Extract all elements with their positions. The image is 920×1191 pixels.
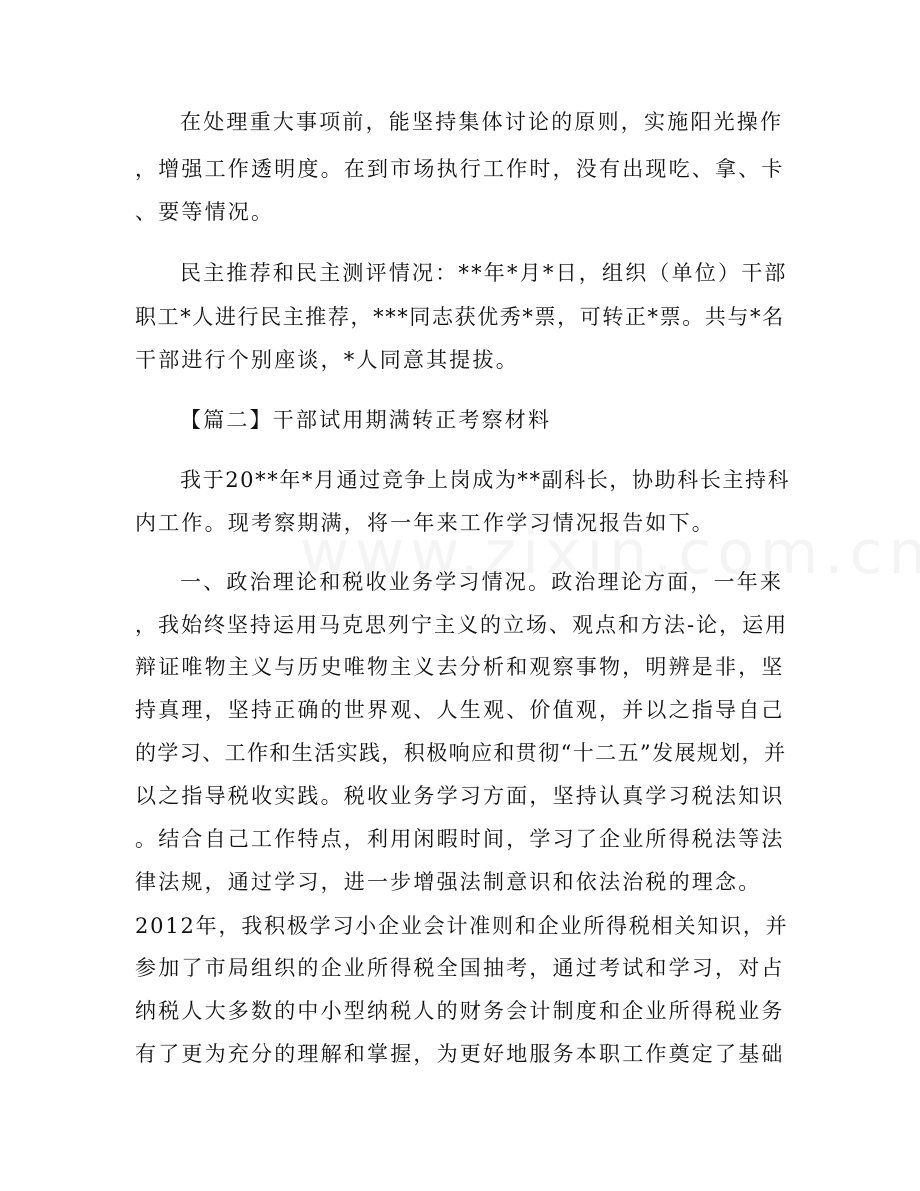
paragraph-2-line-1: 民主推荐和民主测评情况：**年*月*日，组织（单位）干部 [180, 261, 788, 285]
paragraph-2-line-3: 干部进行个别座谈，*人同意其提拔。 [135, 348, 519, 372]
paragraph-3-line-1: 我于20**年*月通过竞争上岗成为**副科长，协助科长主持科 [180, 468, 791, 492]
paragraph-4-line-8: 律法规，通过学习，进一步增强法制意识和依法治税的理念。 [135, 870, 762, 894]
paragraph-4-line-10: 参加了市局组织的企业所得税全国抽考，通过考试和学习，对占 [135, 956, 785, 980]
paragraph-4-line-9: 2012年，我积极学习小企业会计准则和企业所得税相关知识，并 [135, 914, 789, 938]
paragraph-1-line-1: 在处理重大事项前，能坚持集体讨论的原则，实施阳光操作 [180, 110, 784, 134]
paragraph-4-line-4: 持真理，坚持正确的世界观、人生观、价值观，并以之指导自己 [135, 698, 785, 722]
section-heading: 【篇二】干部试用期满转正考察材料 [180, 408, 552, 432]
paragraph-2-line-2: 职工*人进行民主推荐，***同志获优秀*票，可转正*票。共与*名 [135, 305, 785, 329]
paragraph-4-line-2: ，我始终坚持运用马克思列宁主义的立场、观点和方法-论，运用 [135, 613, 789, 637]
paragraph-4-line-11: 纳税人大多数的中小型纳税人的财务会计制度和企业所得税业务 [135, 999, 785, 1023]
paragraph-1-line-3: 、要等情况。 [135, 200, 275, 224]
paragraph-4-line-1: 一、政治理论和税收业务学习情况。政治理论方面，一年来 [180, 570, 784, 594]
paragraph-4-line-7: 。结合自己工作特点，利用闲暇时间，学习了企业所得税法等法 [135, 827, 785, 851]
paragraph-4-line-3: 辩证唯物主义与历史唯物主义去分析和观察事物，明辨是非，坚 [135, 655, 785, 679]
paragraph-4-line-6: 以之指导税收实践。税收业务学习方面，坚持认真学习税法知识 [135, 784, 785, 808]
paragraph-1-line-2: ，增强工作透明度。在到市场执行工作时，没有出现吃、拿、卡 [135, 157, 785, 181]
paragraph-3-line-2: 内工作。现考察期满，将一年来工作学习情况报告如下。 [135, 511, 715, 535]
paragraph-4-line-5: 的学习、工作和生活实践，积极响应和贯彻“十二五”发展规划，并 [135, 741, 787, 765]
paragraph-4-line-12: 有了更为充分的理解和掌握，为更好地服务本职工作奠定了基础 [135, 1042, 785, 1066]
